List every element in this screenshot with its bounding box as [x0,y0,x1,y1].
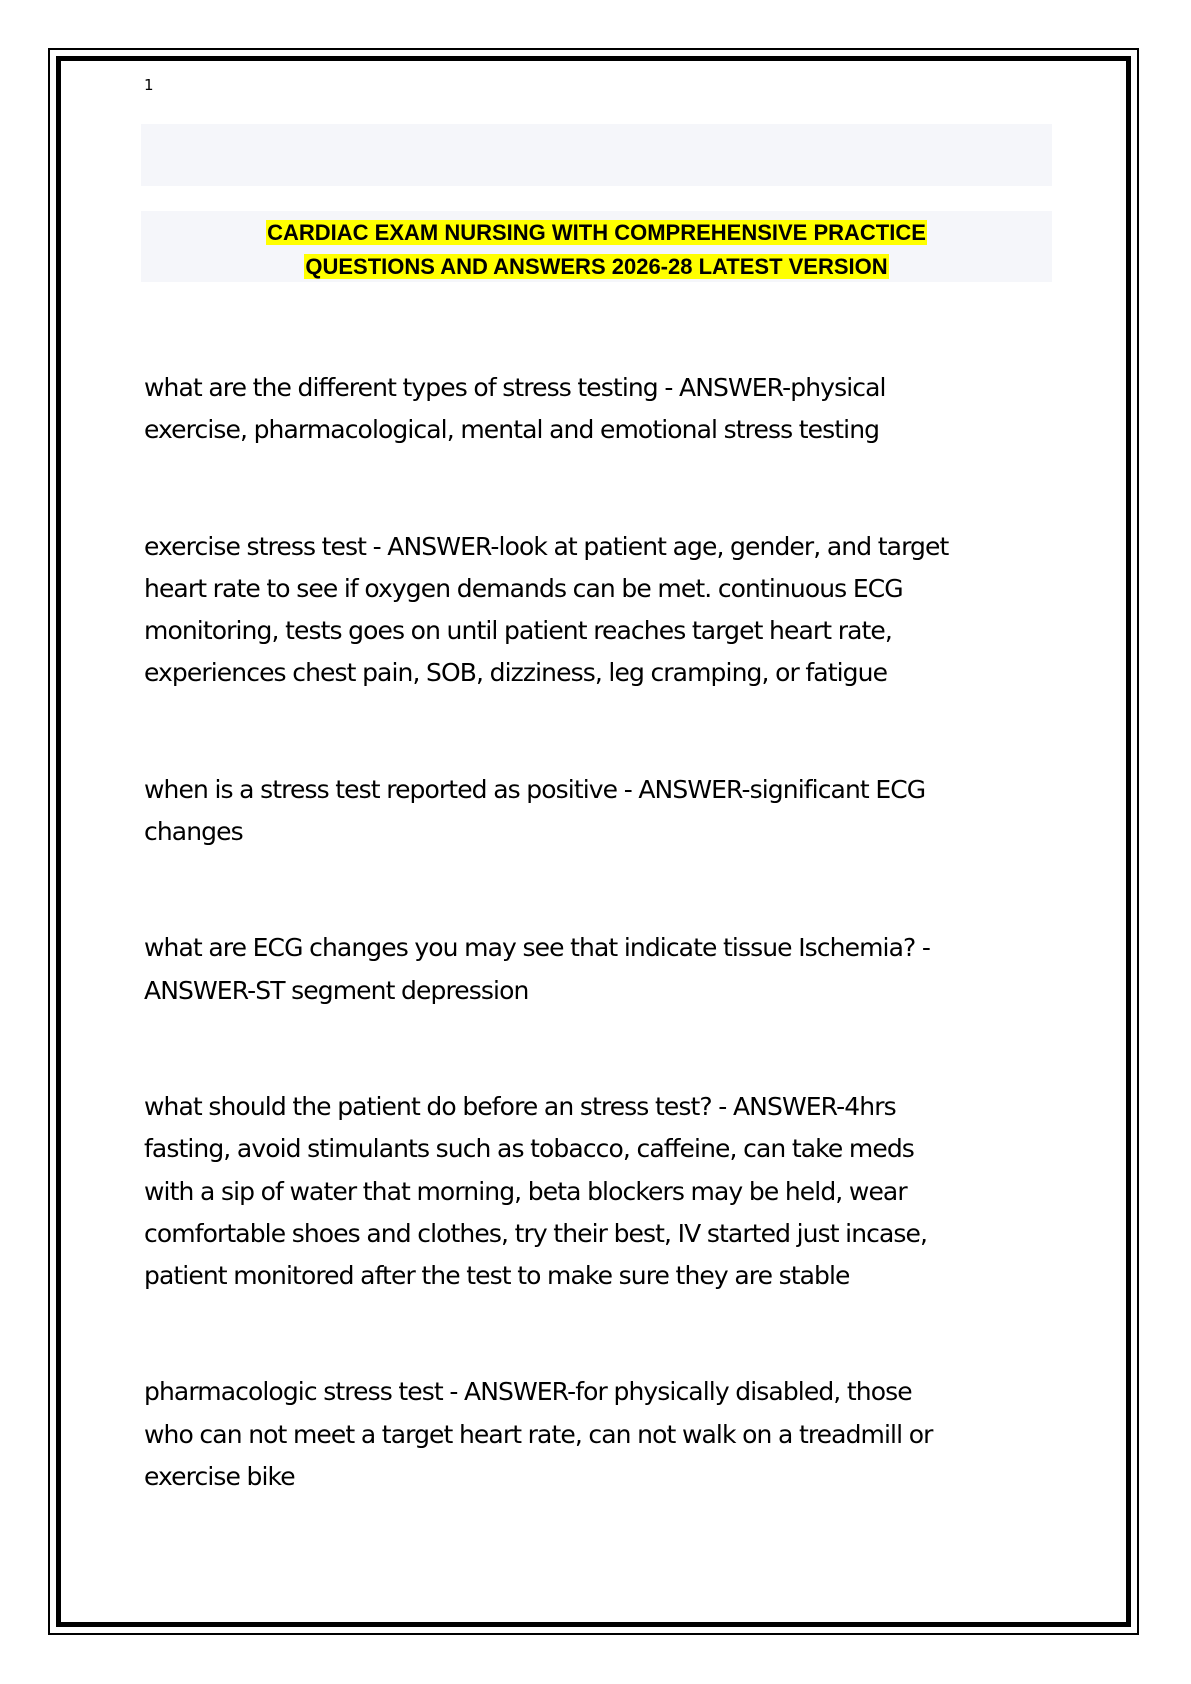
qa-line: pharmacologic stress test - ANSWER-for physically disabled, those [144,1377,912,1407]
qa-line: exercise, pharmacological, mental and emotional stress testing [144,415,880,445]
document-title-line-2: QUESTIONS AND ANSWERS 2026-28 LATEST VERSION [305,254,888,279]
qa-line: monitoring, tests goes on until patient reaches target heart rate, [144,616,892,646]
qa-line: with a sip of water that morning, beta blockers may be held, wear [144,1176,907,1206]
qa-line: experiences chest pain, SOB, dizziness, leg cramping, or fatigue [144,658,888,688]
qa-item-exercise-stress-test [144,526,1049,695]
document-title-line-1: CARDIAC EXAM NURSING WITH COMPREHENSIVE PRACTICE [267,220,926,245]
qa-line: ANSWER-ST segment depression [144,975,529,1005]
header-band [141,124,1052,186]
qa-item-stress-test-positive [144,769,1049,854]
qa-line: what are the different types of stress testing - ANSWER-physical [144,373,886,402]
qa-item-before-stress-test [144,1086,1049,1297]
qa-line: fasting, avoid stimulants such as tobacco, caffeine, can take meds [144,1134,914,1164]
qa-line: exercise bike [144,1462,295,1492]
qa-line: what are ECG changes you may see that indicate tissue Ischemia? - [144,933,931,963]
document-title [141,216,1052,284]
qa-line: changes [144,817,243,847]
qa-item-ecg-ischemia [144,927,1049,1012]
qa-item-pharmacologic-stress-test [144,1371,1049,1498]
qa-list [144,367,1049,1572]
page-number: 1 [144,76,154,94]
qa-line: who can not meet a target heart rate, can not walk on a treadmill or [144,1419,933,1449]
qa-item-stress-testing-types [144,367,1049,452]
qa-line: heart rate to see if oxygen demands can be met. continuous ECG [144,573,903,603]
qa-line: comfortable shoes and clothes, try their best, IV started just incase, [144,1218,928,1248]
qa-line: patient monitored after the test to make sure they are stable [144,1261,850,1291]
qa-line: what should the patient do before an stress test? - ANSWER-4hrs [144,1091,896,1121]
qa-line: when is a stress test reported as positive - ANSWER-significant ECG [144,774,926,804]
qa-line: exercise stress test - ANSWER-look at patient age, gender, and target [144,531,949,561]
